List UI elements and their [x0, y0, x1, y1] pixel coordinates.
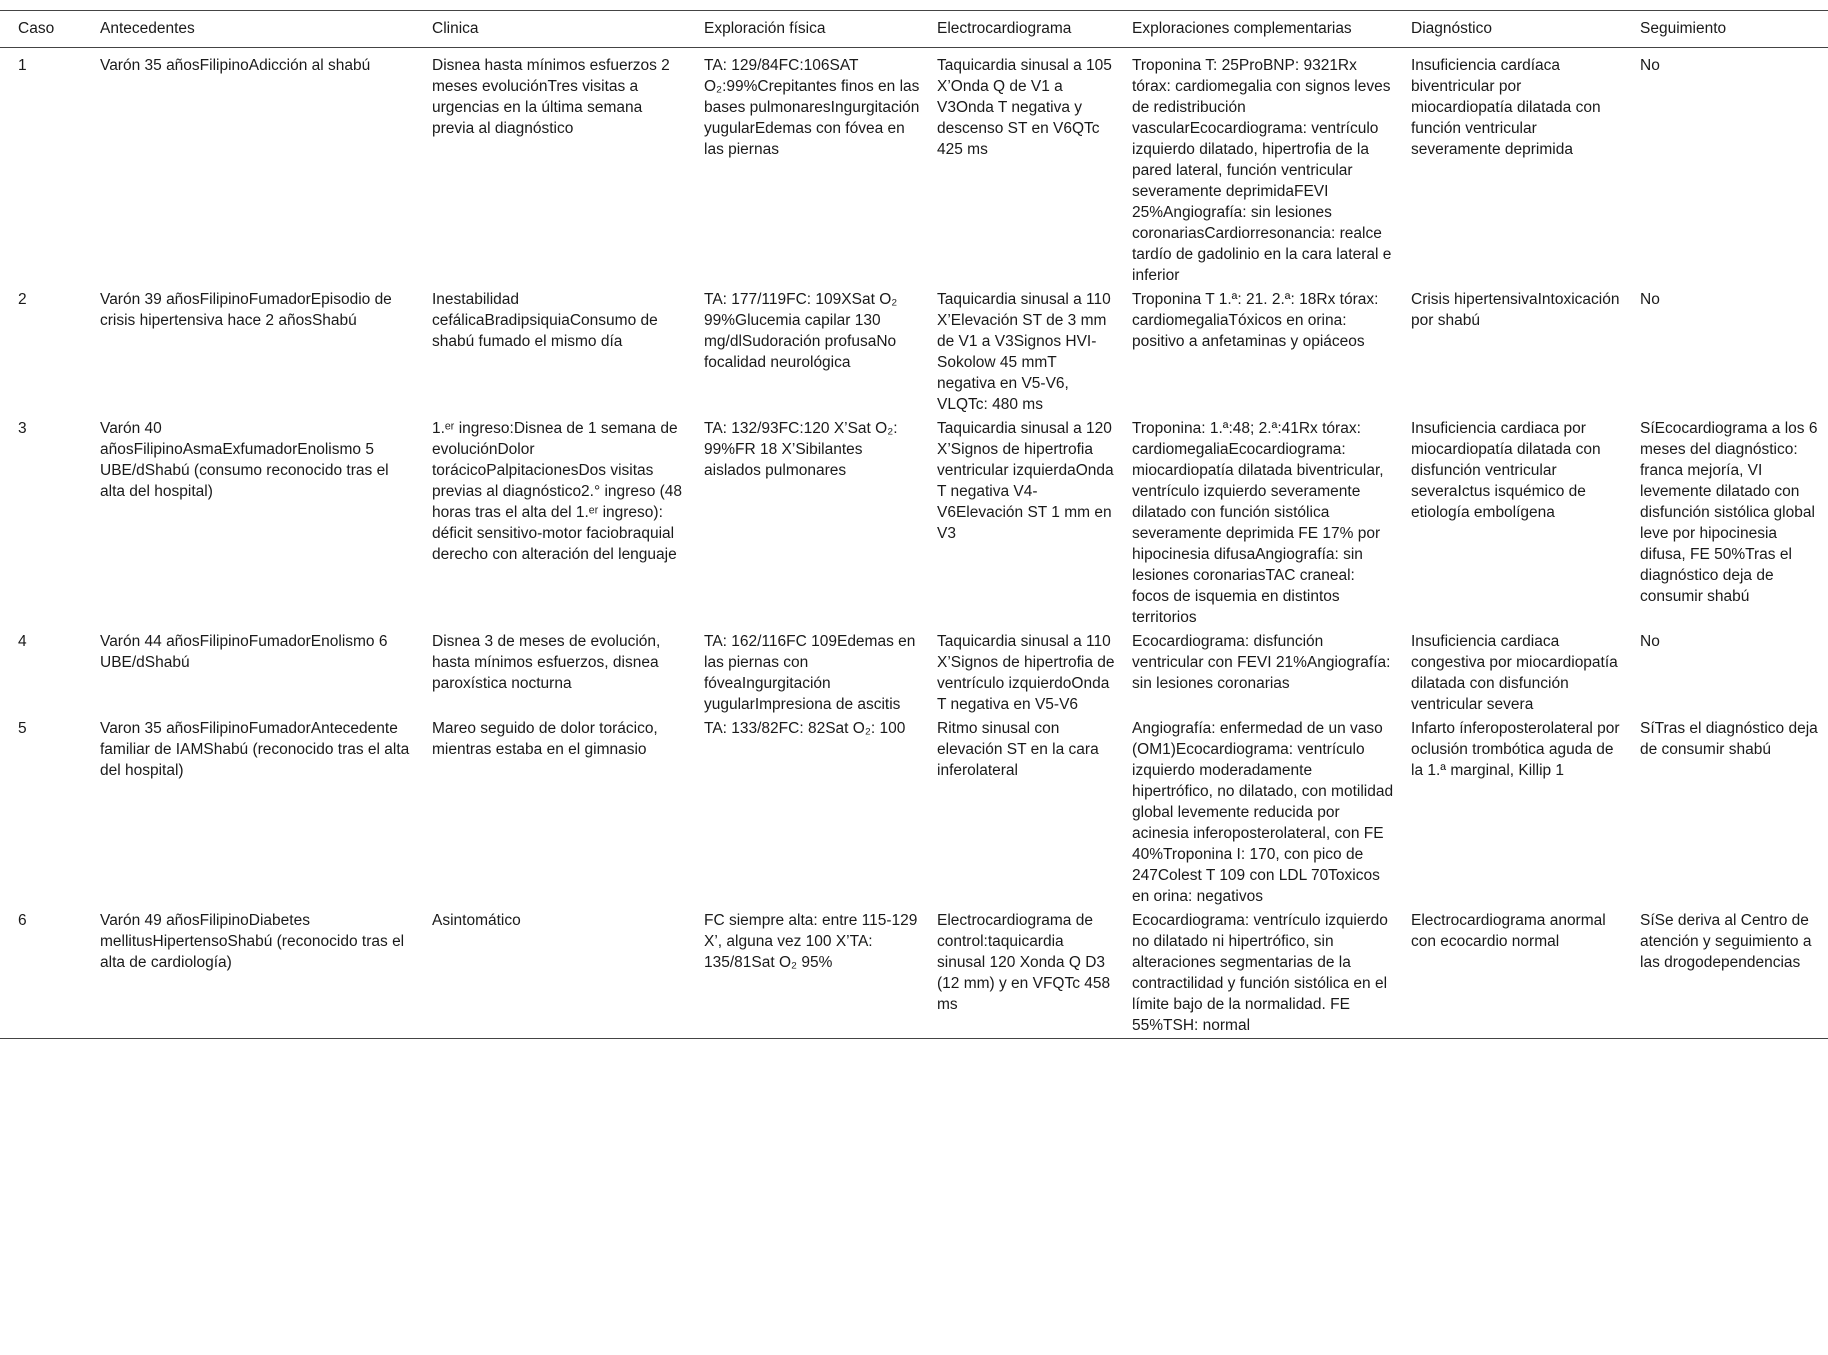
- cell-complementarias: Ecocardiograma: disfunción ventricular con FEVI 21%Angiografía: sin lesiones coronarias: [1132, 633, 1391, 692]
- cell-complementarias: Troponina: 1.ª:48; 2.ª:41Rx tórax: cardiomegaliaEcocardiograma: miocardiopatía dilatada biventricular, ventrículo izquierdo severamente dilatado con función sistólica severamente deprimida FE 17% por hipocinesia difusaAngiografía: sin lesiones coronariasTAC craneal: focos de isquemia en distintos territorios: [1132, 420, 1384, 626]
- cell-exploracion: FC siempre alta: entre 115-129 X’, alguna vez 100 X’TA: 135/81Sat O₂ 95%: [704, 912, 918, 971]
- header-caso: Caso: [18, 20, 55, 37]
- cell-complementarias: Ecocardiograma: ventrículo izquierdo no dilatado ni hipertrófico, sin alteraciones segmentarias de la contractilidad y función sistólica en el límite bajo de la normalidad. FE 55%TSH: normal: [1132, 912, 1388, 1034]
- cell-ecg: Taquicardia sinusal a 105 X’Onda Q de V1 a V3Onda T negativa y descenso ST en V6QTc 425 ms: [937, 57, 1112, 158]
- cell-antecedentes: Varón 44 añosFilipinoFumadorEnolismo 6 UBE/dShabú: [100, 633, 388, 671]
- cell-seguimiento: No: [1640, 633, 1660, 650]
- cell-seguimiento: No: [1640, 291, 1660, 308]
- cell-diagnostico: Electrocardiograma anormal con ecocardio normal: [1411, 912, 1606, 950]
- table-row: [0, 48, 1828, 289]
- table-row: [0, 717, 1828, 909]
- table-row: [0, 288, 1828, 417]
- cell-diagnostico: Infarto ínferoposterolateral por oclusión trombótica aguda de la 1.ª marginal, Killip 1: [1411, 720, 1620, 779]
- header-seguimiento: Seguimiento: [1640, 20, 1727, 37]
- cell-caso: 3: [18, 420, 27, 437]
- header-clinica: Clinica: [432, 20, 479, 37]
- table-header: [0, 11, 1828, 48]
- cell-exploracion: TA: 132/93FC:120 X’Sat O₂: 99%FR 18 X’Sibilantes aislados pulmonares: [704, 420, 898, 479]
- cell-exploracion: TA: 177/119FC: 109XSat O₂ 99%Glucemia capilar 130 mg/dlSudoración profusaNo focalidad neurológica: [704, 291, 898, 371]
- header-row: [0, 11, 1828, 48]
- cell-ecg: Ritmo sinusal con elevación ST en la cara inferolateral: [937, 720, 1099, 779]
- cell-complementarias: Troponina T: 25ProBNP: 9321Rx tórax: cardiomegalia con signos leves de redistribución vascularEcocardiograma: ventrículo izquierdo dilatado, hipertrofia de la pared lateral, función ventricular severamente deprimidaFEVI 25%Angiografía: sin lesiones coronariasCardiorresonancia: realce tardío de gadolinio en la cara lateral e inferior: [1132, 57, 1392, 284]
- cell-diagnostico: Crisis hipertensivaIntoxicación por shabú: [1411, 291, 1620, 329]
- cell-complementarias: Troponina T 1.ª: 21. 2.ª: 18Rx tórax: cardiomegaliaTóxicos en orina: positivo a anfetaminas y opiáceos: [1132, 291, 1379, 350]
- cell-ecg: Taquicardia sinusal a 110 X’Signos de hipertrofia de ventrículo izquierdoOnda T negativa en V5-V6: [937, 633, 1115, 713]
- table-row: [0, 417, 1828, 630]
- header-ecg: Electrocardiograma: [937, 20, 1072, 37]
- cell-caso: 5: [18, 720, 27, 737]
- cell-clinica: Asintomático: [432, 912, 521, 929]
- cell-caso: 1: [18, 57, 27, 74]
- cell-clinica: Mareo seguido de dolor torácico, mientras estaba en el gimnasio: [432, 720, 658, 758]
- header-antecedentes: Antecedentes: [100, 20, 195, 37]
- cell-antecedentes: Varón 39 añosFilipinoFumadorEpisodio de crisis hipertensiva hace 2 añosShabú: [100, 291, 392, 329]
- cell-clinica: Inestabilidad cefálicaBradipsiquiaConsumo de shabú fumado el mismo día: [432, 291, 658, 350]
- table-body: [0, 48, 1828, 1039]
- cell-clinica: Disnea 3 de meses de evolución, hasta mínimos esfuerzos, disnea paroxística nocturna: [432, 633, 661, 692]
- cell-caso: 4: [18, 633, 27, 650]
- table-row: [0, 630, 1828, 717]
- cell-ecg: Taquicardia sinusal a 110 X’Elevación ST de 3 mm de V1 a V3Signos HVI- Sokolow 45 mmT negativa en V5-V6, VLQTc: 480 ms: [937, 291, 1111, 413]
- cell-complementarias: Angiografía: enfermedad de un vaso (OM1)Ecocardiograma: ventrículo izquierdo moderadamente hipertrófico, no dilatado, con motilidad global levemente reducida por acinesia inferoposterolateral, con FE 40%Troponina I: 170, con pico de 247Colest T 109 con LDL 70Toxicos en orina: negativos: [1132, 720, 1394, 905]
- cell-caso: 6: [18, 912, 27, 929]
- cell-antecedentes: Varón 35 añosFilipinoAdicción al shabú: [100, 57, 371, 74]
- cell-exploracion: TA: 129/84FC:106SAT O₂:99%Crepitantes finos en las bases pulmonaresIngurgitación yugularEdemas con fóvea en las piernas: [704, 57, 920, 158]
- header-exploracion: Exploración física: [704, 20, 826, 37]
- cell-seguimiento: SíTras el diagnóstico deja de consumir shabú: [1640, 720, 1818, 758]
- cell-caso: 2: [18, 291, 27, 308]
- cell-clinica: Disnea hasta mínimos esfuerzos 2 meses evoluciónTres visitas a urgencias en la última semana previa al diagnóstico: [432, 57, 670, 137]
- table-row: [0, 909, 1828, 1039]
- cell-seguimiento: SíEcocardiograma a los 6 meses del diagnóstico: franca mejoría, VI levemente dilatado con disfunción sistólica global leve por hipocinesia difusa, FE 50%Tras el diagnóstico deja de consumir shabú: [1640, 420, 1818, 605]
- cell-clinica: 1.ᵉʳ ingreso:Disnea de 1 semana de evoluciónDolor torácicoPalpitacionesDos visitas previas al diagnóstico2.° ingreso (48 horas tras el alta del 1.ᵉʳ ingreso): déficit sensitivo-motor faciobraquial derecho con alteración del lenguaje: [432, 420, 683, 563]
- cell-ecg: Taquicardia sinusal a 120 X’Signos de hipertrofia ventricular izquierdaOnda T negativa V4-V6Elevación ST 1 mm en V3: [937, 420, 1114, 542]
- cell-antecedentes: Varón 49 añosFilipinoDiabetes mellitusHipertensoShabú (reconocido tras el alta de cardiología): [100, 912, 405, 971]
- cell-exploracion: TA: 162/116FC 109Edemas en las piernas con fóveaIngurgitación yugularImpresiona de ascitis: [704, 633, 916, 713]
- cell-exploracion: TA: 133/82FC: 82Sat O₂: 100: [704, 720, 906, 737]
- cell-seguimiento: SíSe deriva al Centro de atención y seguimiento a las drogodependencias: [1640, 912, 1812, 971]
- cell-antecedentes: Varon 35 añosFilipinoFumadorAntecedente familiar de IAMShabú (reconocido tras el alta del hospital): [100, 720, 410, 779]
- cell-diagnostico: Insuficiencia cardíaca biventricular por miocardiopatía dilatada con función ventricular severamente deprimida: [1411, 57, 1601, 158]
- cell-seguimiento: No: [1640, 57, 1660, 74]
- cell-ecg: Electrocardiograma de control:taquicardia sinusal 120 Xonda Q D3 (12 mm) y en VFQTc 458 ms: [937, 912, 1111, 1013]
- clinical-cases-table: [0, 10, 1828, 1039]
- cell-antecedentes: Varón 40 añosFilipinoAsmaExfumadorEnolismo 5 UBE/dShabú (consumo reconocido tras el alta del hospital): [100, 420, 389, 500]
- cell-diagnostico: Insuficiencia cardiaca congestiva por miocardiopatía dilatada con disfunción ventricular severa: [1411, 633, 1618, 713]
- header-complementarias: Exploraciones complementarias: [1132, 20, 1352, 37]
- header-diagnostico: Diagnóstico: [1411, 20, 1492, 37]
- cell-diagnostico: Insuficiencia cardiaca por miocardiopatía dilatada con disfunción ventricular severaIctus isquémico de etiología embolígena: [1411, 420, 1601, 521]
